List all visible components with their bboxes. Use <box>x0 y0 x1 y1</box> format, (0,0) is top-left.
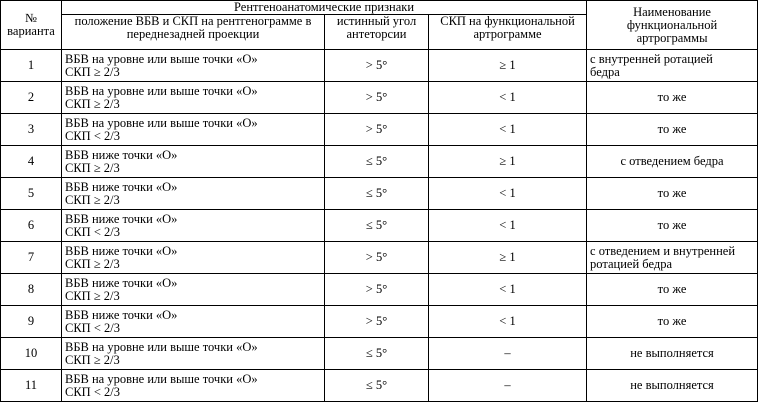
position-cell <box>62 306 325 338</box>
skp-cell: – <box>429 370 587 402</box>
position-cell <box>62 146 325 178</box>
position-line-2: СКП ≥ 2/3 <box>65 352 120 367</box>
position-cell <box>62 114 325 146</box>
variant-number-cell: 10 <box>1 338 62 370</box>
position-cell <box>62 82 325 114</box>
angle-cell: > 5° <box>325 306 429 338</box>
name-cell <box>587 242 758 274</box>
header-position: положение ВБВ и СКП на рентгенограмме в переднезадней проекции <box>62 15 325 50</box>
table-row <box>1 50 758 82</box>
angle-cell: > 5° <box>325 82 429 114</box>
variant-number-cell: 11 <box>1 370 62 402</box>
table-row <box>1 338 758 370</box>
table-row <box>1 114 758 146</box>
name-line-1: с внутренней ротацией <box>590 51 713 66</box>
name-cell: то же <box>587 306 758 338</box>
variant-number-cell: 6 <box>1 210 62 242</box>
name-cell: то же <box>587 274 758 306</box>
position-line-1: ВБВ ниже точки «О» <box>65 243 178 258</box>
table-row <box>1 210 758 242</box>
position-line-2: СКП < 2/3 <box>65 320 120 335</box>
variant-number-cell: 4 <box>1 146 62 178</box>
position-line-2: СКП < 2/3 <box>65 224 120 239</box>
name-cell: то же <box>587 178 758 210</box>
angle-cell: ≤ 5° <box>325 210 429 242</box>
name-line-1: с отведением и внутренней <box>590 243 736 258</box>
angle-cell: > 5° <box>325 242 429 274</box>
variant-number-cell: 7 <box>1 242 62 274</box>
variant-number-cell: 3 <box>1 114 62 146</box>
position-line-2: СКП < 2/3 <box>65 128 120 143</box>
skp-cell: ≥ 1 <box>429 146 587 178</box>
name-cell: то же <box>587 114 758 146</box>
variant-number-cell: 2 <box>1 82 62 114</box>
position-cell <box>62 338 325 370</box>
position-line-2: СКП ≥ 2/3 <box>65 64 120 79</box>
position-line-1: ВБВ ниже точки «О» <box>65 275 178 290</box>
table-row <box>1 82 758 114</box>
variant-number-cell: 1 <box>1 50 62 82</box>
position-line-1: ВБВ на уровне или выше точки «О» <box>65 371 258 386</box>
position-line-1: ВБВ ниже точки «О» <box>65 179 178 194</box>
header-angle: истинный угол антеторсии <box>325 15 429 50</box>
position-line-1: ВБВ на уровне или выше точки «О» <box>65 339 258 354</box>
angle-cell: > 5° <box>325 274 429 306</box>
position-line-1: ВБВ на уровне или выше точки «О» <box>65 51 258 66</box>
position-line-2: СКП ≥ 2/3 <box>65 160 120 175</box>
name-cell: не выполняется <box>587 370 758 402</box>
header-name: Наименование функциональной артрограммы <box>587 1 758 50</box>
name-cell: то же <box>587 82 758 114</box>
skp-cell: ≥ 1 <box>429 242 587 274</box>
header-variant: № варианта <box>1 1 62 50</box>
position-cell <box>62 178 325 210</box>
position-cell <box>62 210 325 242</box>
angle-cell: ≤ 5° <box>325 370 429 402</box>
position-line-1: ВБВ ниже точки «О» <box>65 147 178 162</box>
skp-cell: < 1 <box>429 114 587 146</box>
angle-cell: > 5° <box>325 114 429 146</box>
variant-number-cell: 8 <box>1 274 62 306</box>
name-cell: не выполняется <box>587 338 758 370</box>
position-line-1: ВБВ ниже точки «О» <box>65 211 178 226</box>
skp-cell: < 1 <box>429 178 587 210</box>
position-cell <box>62 242 325 274</box>
position-line-2: СКП ≥ 2/3 <box>65 256 120 271</box>
table-row <box>1 274 758 306</box>
position-cell <box>62 370 325 402</box>
table-body <box>1 50 758 402</box>
name-cell <box>587 50 758 82</box>
name-line-2: ротацией бедра <box>590 256 673 271</box>
table-row <box>1 242 758 274</box>
table-row <box>1 306 758 338</box>
name-cell: с отведением бедра <box>587 146 758 178</box>
position-line-2: СКП ≥ 2/3 <box>65 288 120 303</box>
angle-cell: ≤ 5° <box>325 338 429 370</box>
position-line-2: СКП < 2/3 <box>65 384 120 399</box>
table-row <box>1 370 758 402</box>
position-line-2: СКП ≥ 2/3 <box>65 192 120 207</box>
name-cell: то же <box>587 210 758 242</box>
skp-cell: ≥ 1 <box>429 50 587 82</box>
header-row-1 <box>1 1 758 15</box>
angle-cell: ≤ 5° <box>325 146 429 178</box>
position-line-1: ВБВ на уровне или выше точки «О» <box>65 83 258 98</box>
angle-cell: > 5° <box>325 50 429 82</box>
table-row <box>1 178 758 210</box>
skp-cell: < 1 <box>429 82 587 114</box>
position-cell <box>62 50 325 82</box>
variant-number-cell: 9 <box>1 306 62 338</box>
skp-cell: – <box>429 338 587 370</box>
header-group: Рентгеноанатомические признаки <box>62 1 587 15</box>
table-row <box>1 146 758 178</box>
position-line-1: ВБВ ниже точки «О» <box>65 307 178 322</box>
skp-cell: < 1 <box>429 306 587 338</box>
header-skp-func: СКП на функциональной артрограмме <box>429 15 587 50</box>
variant-number-cell: 5 <box>1 178 62 210</box>
skp-cell: < 1 <box>429 274 587 306</box>
position-line-2: СКП ≥ 2/3 <box>65 96 120 111</box>
name-line-2: бедра <box>590 64 620 79</box>
position-cell <box>62 274 325 306</box>
skp-cell: < 1 <box>429 210 587 242</box>
angle-cell: ≤ 5° <box>325 178 429 210</box>
position-line-1: ВБВ на уровне или выше точки «О» <box>65 115 258 130</box>
